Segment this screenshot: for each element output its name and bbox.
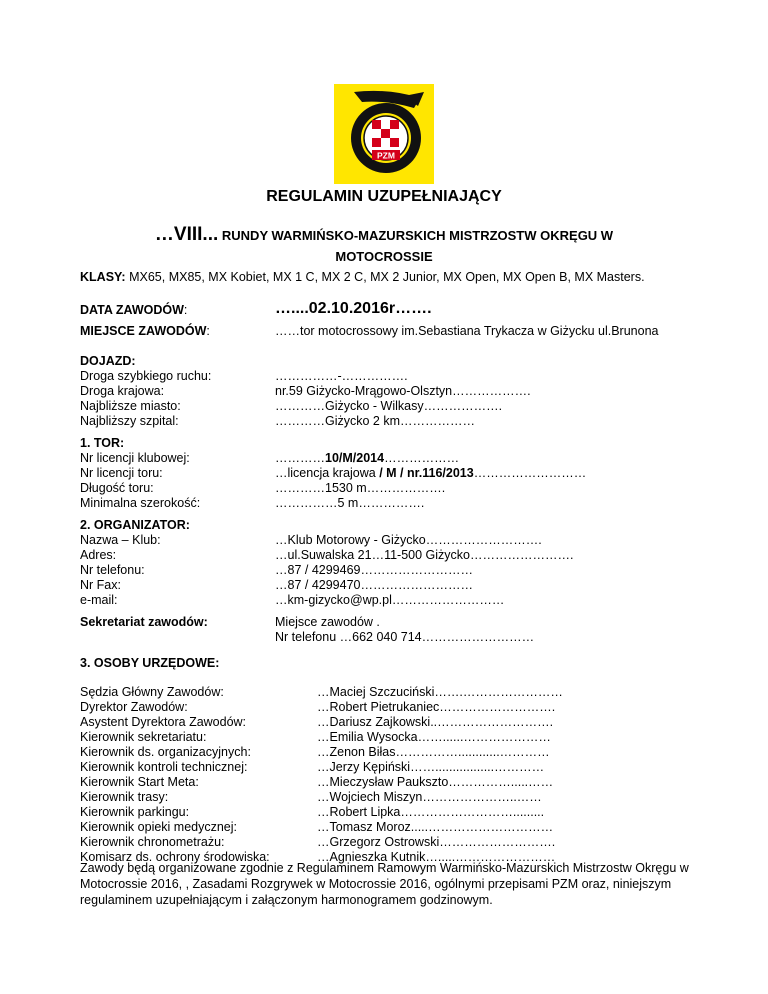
date-colon: : bbox=[183, 303, 188, 317]
date-label-row bbox=[80, 303, 187, 318]
date-label: DATA ZAWODÓW bbox=[80, 303, 184, 317]
round-heading-line2: MOTOCROSSIE bbox=[335, 249, 433, 264]
access-label: Droga krajowa: bbox=[80, 384, 165, 398]
organizer-value: …ul.Suwalska 21…11-500 Giżycko……………………. bbox=[275, 548, 574, 562]
dots: ……………………… bbox=[473, 466, 587, 480]
round-heading bbox=[0, 224, 768, 246]
official-name: …Emilia Wysocka……......………………… bbox=[317, 730, 551, 744]
track-label: Nr licencji toru: bbox=[80, 466, 163, 480]
official-role: Asystent Dyrektora Zawodów: bbox=[80, 715, 247, 729]
pzm-logo bbox=[334, 84, 434, 184]
place-colon: : bbox=[206, 324, 210, 338]
organizer-label: Nr telefonu: bbox=[80, 563, 145, 577]
organizer-values bbox=[275, 533, 573, 608]
logo-text: PZM bbox=[377, 150, 395, 161]
access-values bbox=[275, 369, 531, 429]
official-name: …Grzegorz Ostrowski………………………. bbox=[317, 835, 556, 849]
track-label: Długość toru: bbox=[80, 481, 154, 495]
organizer-label: Nr Fax: bbox=[80, 578, 121, 592]
club-licence-number: 10/M/2014 bbox=[325, 451, 385, 465]
official-name: …Zenon Biłas……………............………… bbox=[317, 745, 550, 759]
organizer-heading: 2. ORGANIZATOR: bbox=[80, 518, 190, 532]
organizer-labels bbox=[80, 518, 190, 608]
club-licence-value bbox=[275, 451, 586, 466]
official-role: Kierownik chronometrażu: bbox=[80, 835, 225, 849]
access-label: Najbliższe miasto: bbox=[80, 399, 181, 413]
official-name: …Maciej Szczuciński…….…………………… bbox=[317, 685, 563, 699]
official-name: …Agnieszka Kutnik….....…………………… bbox=[317, 850, 556, 864]
classes-label: KLASY: bbox=[80, 270, 126, 284]
track-label: Nr licencji klubowej: bbox=[80, 451, 190, 465]
round-heading-line1: RUNDY WARMIŃSKO-MAZURSKICH MISTRZOSTW OKRĘGU W bbox=[221, 228, 614, 243]
track-heading: 1. TOR: bbox=[80, 436, 125, 450]
official-role: Kierownik sekretariatu: bbox=[80, 730, 207, 744]
official-name: …Wojciech Miszyn…………………..…… bbox=[317, 790, 542, 804]
official-role: Kierownik kontroli technicznej: bbox=[80, 760, 248, 774]
official-role: Dyrektor Zawodów: bbox=[80, 700, 188, 714]
secretariat-values bbox=[275, 615, 534, 645]
official-name: …Dariusz Zajkowski..………………………. bbox=[317, 715, 554, 729]
official-role: Sędzia Główny Zawodów: bbox=[80, 685, 224, 699]
officials-heading: 3. OSOBY URZĘDOWE: bbox=[80, 656, 220, 670]
track-licence-value bbox=[275, 466, 586, 481]
track-values bbox=[275, 451, 586, 511]
track-label: Minimalna szerokość: bbox=[80, 496, 201, 510]
dots: ………… bbox=[275, 451, 325, 465]
access-value: nr.59 Giżycko-Mrągowo-Olsztyn………………. bbox=[275, 384, 531, 398]
access-heading: DOJAZD: bbox=[80, 354, 136, 368]
organizer-label: e-mail: bbox=[80, 593, 118, 607]
official-role: Kierownik ds. organizacyjnych: bbox=[80, 745, 251, 759]
official-role: Kierownik Start Meta: bbox=[80, 775, 199, 789]
official-role: Komisarz ds. ochrony środowiska: bbox=[80, 850, 270, 864]
classes-value: MX65, MX85, MX Kobiet, MX 1 C, MX 2 C, MX 2 Junior, MX Open, MX Open B, MX Masters. bbox=[129, 270, 645, 284]
organizer-value: …Klub Motorowy - Giżycko………………………. bbox=[275, 533, 542, 547]
official-name: …Robert Pietrukaniec………………………. bbox=[317, 700, 556, 714]
regulations-paragraph: Zawody będą organizowane zgodnie z Regulaminem Ramowym Warmińsko-Mazurskich Mistrzostw Okręgu w Motocrossie 2016, , Zasadami Rozgrywek w Motocrossie 2016, ogólnymi przepisami PZM oraz, niniejszym regulaminem uzupełniającym i załączonym harmonogramem godzinowym. bbox=[80, 861, 689, 907]
access-value: ……………-……………. bbox=[275, 369, 408, 383]
track-licence-number: / M / nr.116/2013 bbox=[375, 466, 474, 480]
dots: ……………… bbox=[384, 451, 460, 465]
organizer-email[interactable]: …km-gizycko@wp.pl……………………… bbox=[275, 593, 505, 607]
organizer-value: …87 / 4299470……………………… bbox=[275, 578, 473, 592]
place-value: ……tor motocrossowy im.Sebastiana Trykacza w Giżycku ul.Brunona bbox=[275, 324, 659, 338]
official-role: Kierownik trasy: bbox=[80, 790, 169, 804]
track-width-value: ……………5 m……………. bbox=[275, 496, 425, 510]
place-label-row bbox=[80, 324, 210, 339]
official-role: Kierownik opieki medycznej: bbox=[80, 820, 238, 834]
official-name: …Mieczysław Paukszto…………….....…… bbox=[317, 775, 554, 789]
secretariat-label: Sekretariat zawodów: bbox=[80, 615, 208, 629]
access-value: …………Giżycko - Wilkasy………………. bbox=[275, 399, 503, 413]
official-name: …Jerzy Kępiński…….................………… bbox=[317, 760, 545, 774]
track-labels bbox=[80, 436, 200, 511]
round-number: …VIII... bbox=[154, 224, 219, 245]
date-value: …....02.10.2016r……. bbox=[275, 300, 432, 317]
secretariat-place: Miejsce zawodów . bbox=[275, 615, 380, 629]
secretariat-phone: Nr telefonu …662 040 714……………………… bbox=[275, 630, 535, 644]
place-label: MIEJSCE ZAWODÓW bbox=[80, 324, 207, 338]
licence-type: …licencja krajowa bbox=[275, 466, 376, 480]
document-title: REGULAMIN UZUPEŁNIAJĄCY bbox=[266, 188, 502, 205]
track-length-value: …………1530 m………………. bbox=[275, 481, 446, 495]
officials-names bbox=[317, 685, 563, 865]
access-labels bbox=[80, 354, 211, 429]
organizer-label: Nazwa – Klub: bbox=[80, 533, 161, 547]
officials-roles bbox=[80, 685, 270, 865]
classes-row bbox=[80, 270, 645, 284]
organizer-label: Adres: bbox=[80, 548, 117, 562]
official-name: …Tomasz Moroz.....………………………… bbox=[317, 820, 554, 834]
official-name: …Robert Lipka………………………......... bbox=[317, 805, 545, 819]
official-role: Kierownik parkingu: bbox=[80, 805, 190, 819]
access-label: Droga szybkiego ruchu: bbox=[80, 369, 212, 383]
access-value: …………Giżycko 2 km……………… bbox=[275, 414, 476, 428]
access-label: Najbliższy szpital: bbox=[80, 414, 179, 428]
organizer-value: …87 / 4299469……………………… bbox=[275, 563, 473, 577]
